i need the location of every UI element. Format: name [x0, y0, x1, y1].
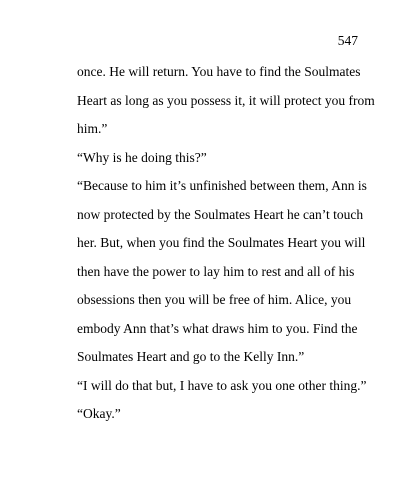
text-line: Heart as long as you possess it, it will protect you from: [77, 92, 375, 108]
text-line: “Why is he doing this?”: [77, 149, 207, 165]
text-line: Soulmates Heart and go to the Kelly Inn.”: [77, 349, 305, 364]
text-line: “Because to him it’s unfinished between them, Ann is: [77, 178, 367, 193]
page-number: 547: [337, 33, 358, 48]
text-line: her. But, when you find the Soulmates Heart you will: [77, 235, 366, 250]
text-line: once. He will return. You have to find the Soulmates: [77, 64, 361, 79]
text-line: “Okay.”: [77, 406, 121, 421]
text-line: him.”: [77, 121, 108, 136]
text-line: obsessions then you will be free of him. Alice, you: [77, 292, 352, 307]
text-line: embody Ann that’s what draws him to you. Find the: [77, 320, 358, 336]
body-text: [77, 64, 377, 435]
text-line: then have the power to lay him to rest and all of his: [77, 263, 355, 279]
text-line: now protected by the Soulmates Heart he can’t touch: [77, 206, 364, 222]
text-line: “I will do that but, I have to ask you one other thing.”: [77, 377, 367, 393]
